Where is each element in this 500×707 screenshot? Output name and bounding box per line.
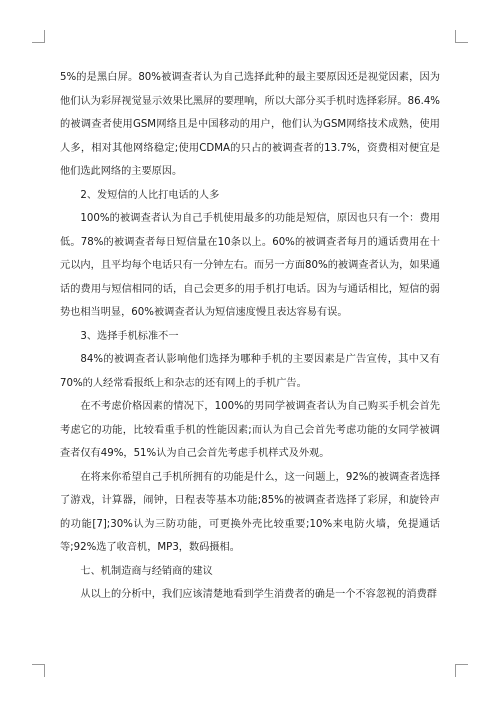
crop-mark-top-right <box>455 30 468 43</box>
paragraph-advertising: 84%的被调查者认影响他们选择为哪种手机的主要因素是广告宣传，其中又有70%的人经常看报纸上和杂志的还有网上的手机广告。 <box>60 354 440 389</box>
crop-mark-bottom-left <box>32 664 45 677</box>
crop-mark-top-left <box>32 30 45 43</box>
section-heading-criteria: 3、选择手机标准不一 <box>80 330 179 342</box>
paragraph-future-features: 在将来你希望自己手机所拥有的功能是什么，这一问题上，92%的被调查者选择了游戏，计算器，闹钟，日程表等基本功能;85%的被调查者选择了彩屏，和旋铃声的功能[7];30%认为三防功能，可更换外壳比较重要;10%来电防火墙，免提通话等;92%选了收音机，MP3，数码摄相。 <box>60 471 440 553</box>
section-heading-suggestions: 七、机制造商与经销商的建议 <box>80 565 213 577</box>
crop-mark-bottom-right <box>455 664 468 677</box>
document-body <box>60 66 440 607</box>
section-heading-sms: 2、发短信的人比打电话的人多 <box>80 189 220 201</box>
paragraph-gender-preference: 在不考虑价格因素的情况下，100%的男同学被调查者认为自己购买手机会首先考虑它的功能，比较看重手机的性能因素;而认为自己会首先考虑功能的女同学被调查者仅有49%，51%认为自己会首先考虑手机样式及外观。 <box>60 401 440 459</box>
paragraph-conclusion: 从以上的分析中，我们应该清楚地看到学生消费者的确是一个不容忽视的消费群 <box>80 589 437 600</box>
paragraph-sms-usage: 100%的被调查者认为自己手机使用最多的功能是短信，原因也只有一个：费用低。78%的被调查者每日短信量在10条以上。60%的被调查者每月的通话费用在十元以内，且平均每个电话只有一分钟左右。而另一方面80%的被调查者认为，如果通话的费用与短信相同的话，自己会更多的用手机打电话。因为与通话相比，短信的弱势也相当明显，60%被调查者认为短信速度慢且表达容易有误。 <box>60 213 440 318</box>
paragraph-screen-network: 5%的是黑白屏。80%被调查者认为自己选择此种的最主要原因还是视觉因素，因为他们认为彩屏视觉显示效果比黑屏的要理响，所以大部分买手机时选择彩屏。86.4%的被调查者使用GSM网络且是中国移动的用户，他们认为GSM网络技术成熟，使用人多，相对其他网络稳定;使用CDMA的只占的被调查者的13.7%，资费相对便宜是他们选此网络的主要原因。 <box>60 72 440 177</box>
